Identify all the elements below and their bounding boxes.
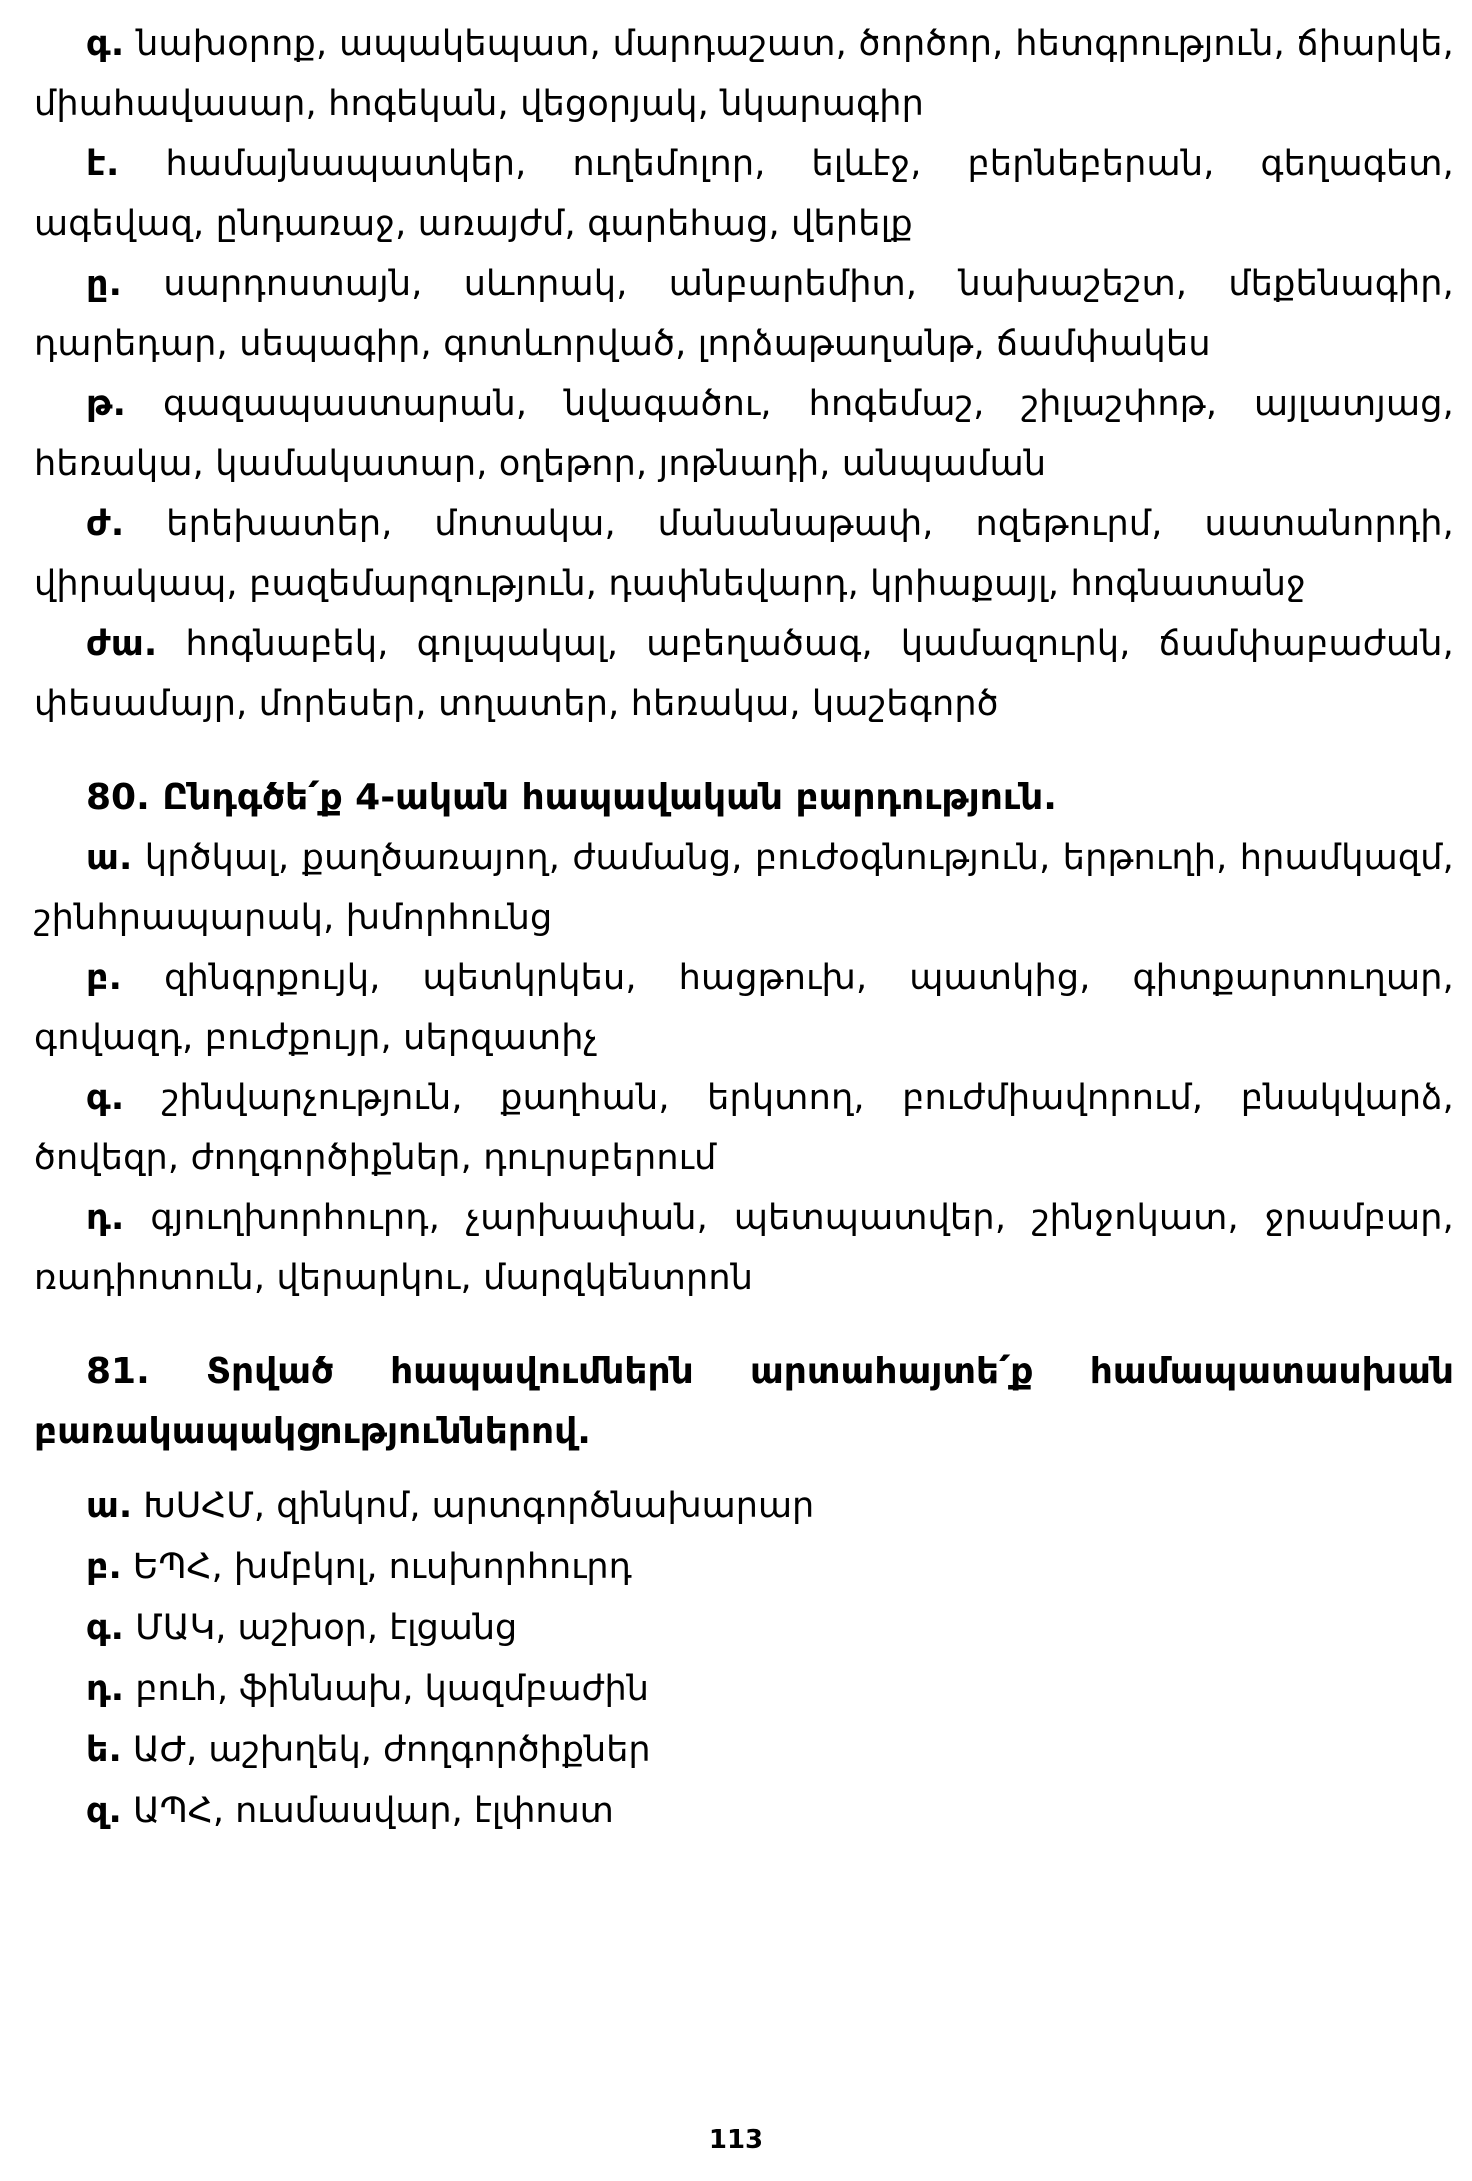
item-text: գազապաստարան, նվագածու, հոգեմաշ, շիլաշփոթ, այլատյաց, հեռակա, կամակատար, օղեթոր, յոթնադի, անպաման (34, 384, 1454, 484)
list-item (34, 828, 1454, 948)
list-item (34, 614, 1454, 734)
list-item (34, 1068, 1454, 1188)
page-number: 113 (708, 2125, 764, 2155)
exercise-title: 81. Տրված հապավումներն արտահայտե՛ք համապատասխան բառակապակցություններով. (34, 1351, 1454, 1452)
item-text: ԵՊՀ, խմբկոլ, ուսխորհուրդ (132, 1547, 632, 1587)
list-item (34, 254, 1454, 374)
item-label: ե. (86, 1730, 122, 1770)
list-item (34, 1188, 1454, 1308)
exercise-title: 80. Ընդգծե՛ք 4-ական հապավական բարդություն. (86, 777, 1057, 818)
item-text: համայնապատկեր, ուղեմոլոր, ելևէջ, բերնեբերան, գեղագետ, ագեվազ, ընդառաջ, առայժմ, գարեհաց, վերելք (34, 144, 1454, 244)
item-text: ՄԱԿ, աշխօր, էլցանց (135, 1608, 518, 1648)
item-text: զինգրքույկ, պետկրկես, հացթուխ, պատկից, գիտքարտուղար, գովազդ, բուժքույր, սերզատիչ (34, 958, 1454, 1058)
list-item (34, 134, 1454, 254)
item-label: գ. (86, 1078, 125, 1118)
exercise-80 (34, 768, 1454, 1308)
list-item (34, 14, 1454, 134)
top-list (34, 14, 1454, 734)
item-text: ԱԺ, աշխղեկ, ժողգործիքներ (132, 1730, 651, 1770)
page-content (34, 14, 1454, 1842)
item-label: ը. (86, 264, 123, 304)
item-label: զ. (86, 1791, 122, 1831)
list-item (34, 1720, 1454, 1781)
item-text: երեխատեր, մոտակա, մանանաթափ, ոզեթուրմ, սատանորդի, վիրակապ, բազեմարզություն, դափնեվարդ, կրիաքայլ, հոգնատանջ (34, 504, 1454, 604)
list-item (34, 1598, 1454, 1659)
exercise-81 (34, 1342, 1454, 1842)
list-item (34, 1781, 1454, 1842)
item-label: բ. (86, 958, 123, 998)
list-item (34, 948, 1454, 1068)
item-label: ժ. (86, 504, 125, 544)
item-label: գ. (86, 1608, 124, 1648)
list-item (34, 1537, 1454, 1598)
item-label: ա. (86, 838, 133, 878)
item-text: ԱՊՀ, ուսմասվար, էլփոստ (132, 1791, 614, 1831)
item-text: հոգնաբեկ, գոլպակալ, աբեղածագ, կամազուրկ, ճամփաբաժան, փեսամայր, մորեսեր, տղատեր, հեռակա, կաշեգործ (34, 624, 1454, 724)
list-item (34, 1476, 1454, 1537)
item-text: շինվարչություն, քաղհան, երկտող, բուժմիավորում, բնակվարձ, ծովեզր, ժողգործիքներ, դուրսբերում (34, 1078, 1454, 1178)
item-text: բուհ, ֆիննախ, կազմբաժին (135, 1669, 649, 1709)
list-item (34, 494, 1454, 614)
item-label: բ. (86, 1547, 122, 1587)
item-text: կրծկալ, քաղծառայող, ժամանց, բուժօգնություն, երթուղի, հրամկազմ, շինհրապարակ, խմորհունց (34, 838, 1454, 938)
item-text: ԽՍՀՄ, զինկոմ, արտգործնախարար (143, 1486, 815, 1526)
item-label: գ. (86, 24, 125, 64)
item-label: ժա. (86, 624, 158, 664)
item-label: է. (86, 144, 120, 184)
list-item (34, 1659, 1454, 1720)
item-label: թ. (86, 384, 127, 424)
item-text: սարդոստայն, սևորակ, անբարեմիտ, նախաշեշտ, մեքենագիր, դարեդար, սեպագիր, գոտևորված, լորձաթաղանթ, ճամփակես (34, 264, 1455, 364)
item-text: նախօրոք, ապակեպատ, մարդաշատ, ծործոր, հետգրություն, ճիարկե, միահավասար, հոգեկան, վեցօրյակ, նկարագիր (34, 24, 1454, 124)
item-label: ա. (86, 1486, 133, 1526)
item-label: դ. (86, 1198, 125, 1238)
list-item (34, 374, 1454, 494)
item-label: դ. (86, 1669, 125, 1709)
item-text: գյուղխորհուրդ, չարխափան, պետպատվեր, շինջոկատ, ջրամբար, ռադիոտուն, վերարկու, մարզկենտրոն (34, 1198, 1454, 1298)
